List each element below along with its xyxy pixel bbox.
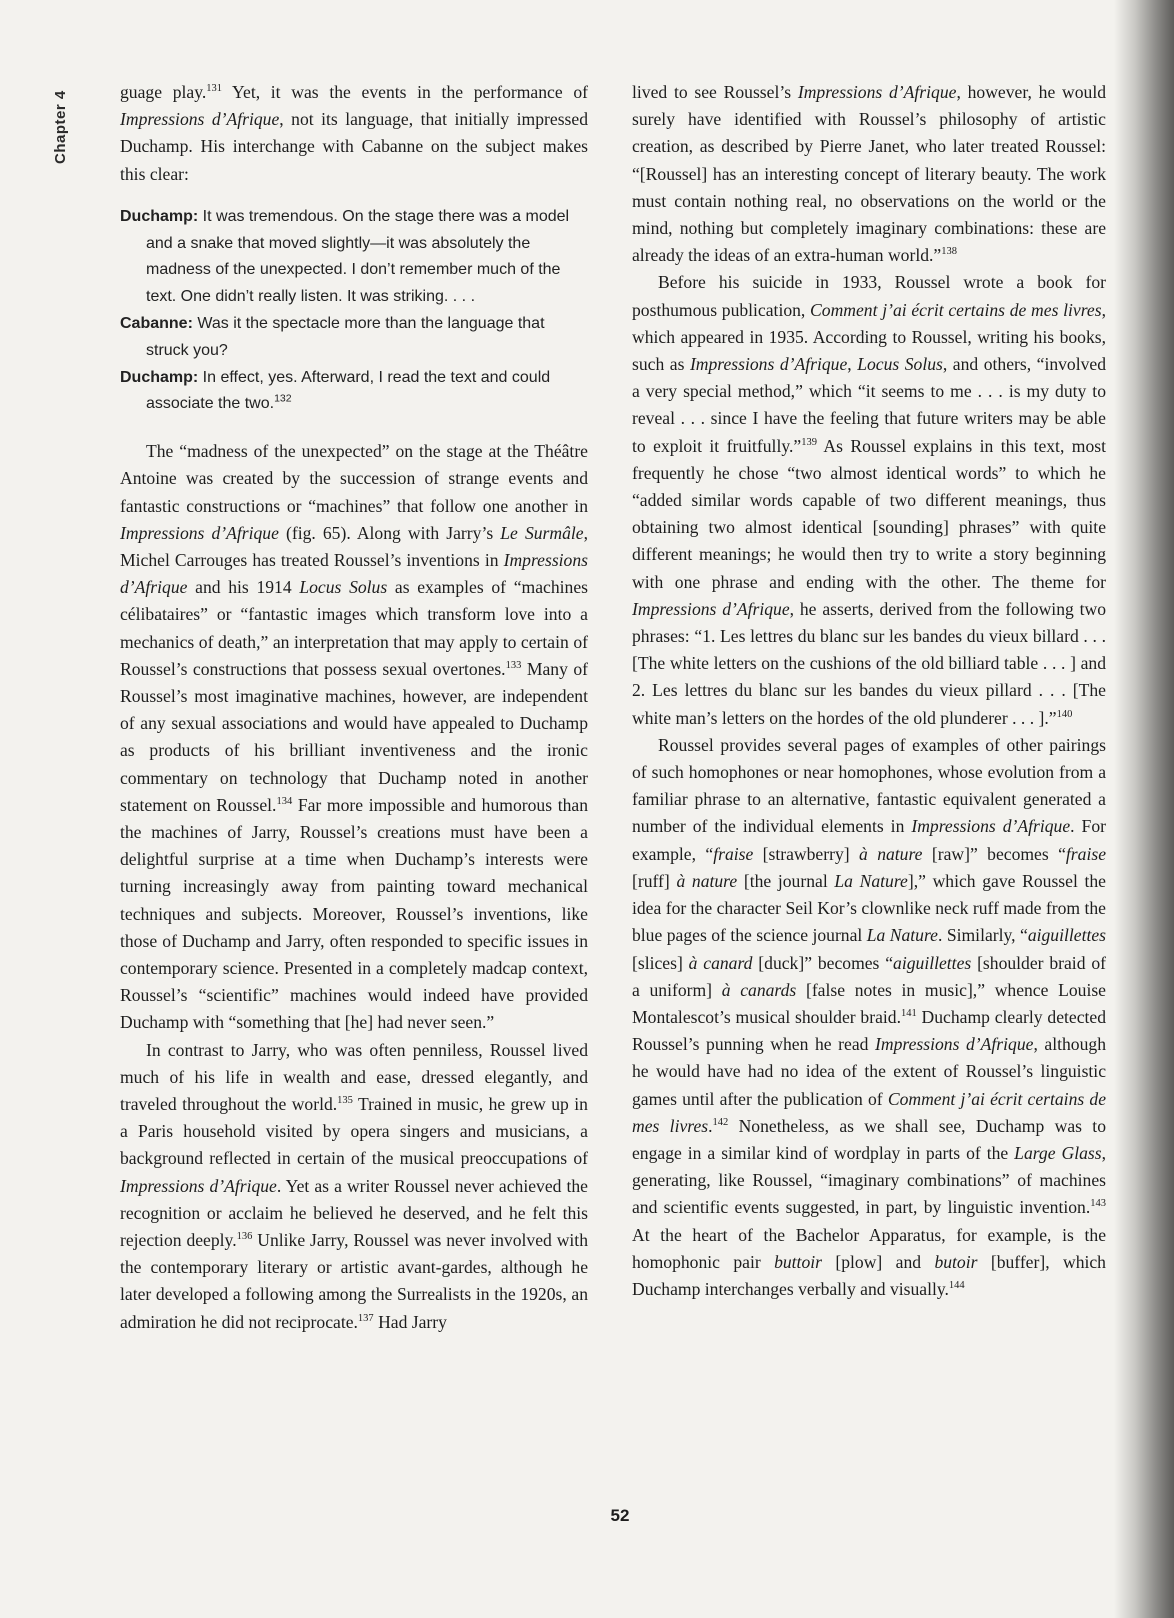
footnote-ref: 142: [712, 1116, 729, 1128]
footnote-ref: 132: [274, 393, 292, 406]
italic-title: Comment j’ai écrit certains de mes livres: [632, 1088, 1107, 1136]
italic-title: fraise: [713, 843, 754, 864]
italic-title: La Nature: [866, 925, 938, 946]
italic-title: aiguillettes: [893, 952, 972, 973]
footnote-ref: 134: [276, 795, 293, 807]
book-gutter-shadow: [1114, 0, 1174, 1618]
paragraph: lived to see Roussel’s Impressions d’Afrique, however, he would surely have identified with Roussel’s philosophy of artistic creation, as described by Pierre Janet, who later treated Roussel: “[Roussel] has an interesting concept of literary beauty. The work must contain nothing real, no observations on the world or the mind, nothing but completely imaginary combinations: these are already the ideas of an extra-human world.”$^{138}$: [632, 82, 1107, 266]
footnote-ref: 136: [236, 1231, 253, 1243]
italic-title: à canard: [688, 952, 753, 973]
right-column: [632, 79, 1106, 1303]
left-column: [120, 79, 588, 1336]
italic-title: Impressions d’Afrique: [120, 1175, 277, 1196]
speaker-name: Cabanne:: [120, 315, 193, 332]
italic-title: Impressions d’Afrique: [632, 598, 790, 619]
italic-title: Comment j’ai écrit certains de mes livres: [810, 299, 1102, 320]
italic-title: buttoir: [774, 1251, 822, 1272]
footnote-ref: 137: [357, 1312, 374, 1324]
dialogue-turn: Duchamp: It was tremendous. On the stage there was a model and a snake that moved slightly—it was absolutely the madness of the unexpected. I don’t remember much of the text. One didn’t really listen. It was striking. . . .: [120, 207, 570, 306]
italic-title: Impressions d’Afrique: [120, 109, 280, 130]
page-number: 52: [610, 1506, 630, 1525]
paragraph: The “madness of the unexpected” on the stage at the Théâtre Antoine was created by the succession of strange events and fantastic constructions or “machines” that follow one another in Impressions d’Afrique (fig. 65). Along with Jarry’s Le Surmâle, Michel Carrouges has treated Roussel’s inventions in Impressions d’Afrique and his 1914 Locus Solus as examples of “machines célibataires” or “fantastic images which transform love into a mechanics of death,” an interpretation that may apply to certain of Roussel’s constructions that possess sexual overtones.$^{133}$ Many of Roussel’s most imaginative machines, however, are independent of any sexual associations and would have appealed to Duchamp as products of his brilliant inventiveness and the ironic commentary on technology that Duchamp noted in another statement on Roussel.$^{134}$ Far more impossible and humorous than the machines of Jarry, Roussel’s creations must have been a delightful surprise at a time when Duchamp’s interests were turning increasingly away from painting toward mechanical techniques and subjects. Moreover, Roussel’s inventions, like those of Duchamp and Jarry, often responded to specific issues in contemporary science. Presented in a completely madcap context, Roussel’s “scientific” machines would indeed have provided Duchamp with “something that [he] had never seen.”: [120, 441, 589, 1033]
italic-title: à canards: [721, 979, 797, 1000]
footnote-ref: 144: [948, 1280, 965, 1292]
footnote-ref: 135: [337, 1095, 353, 1107]
italic-title: butoir: [934, 1251, 978, 1272]
paragraph: Before his suicide in 1933, Roussel wrote a book for posthumous publication, Comment j’ai écrit certains de mes livres, which appeared in 1935. According to Roussel, writing his books, such as Impressions d’Afrique, Locus Solus, and others, “involved a very special method,” which “it seems to me . . . is my duty to reveal . . . since I have the feeling that future writers may be able to exploit it fruitfully.”$^{139}$ As Roussel explains in this text, most frequently he chose “two almost identical words” to which he “added similar words capable of two different meanings, thus obtaining two almost identical [sounding] phrases” with quite different meanings; he would then try to write a story beginning with one phrase and ending with the other. The theme for Impressions d’Afrique, he asserts, derived from the following two phrases: “1. Les lettres du blanc sur les bandes du vieux billard . . . [The white letters on the cushions of the old billiard table . . . ] and 2. Les lettres du blanc sur les bandes du vieux pillard . . . [The white man’s letters on the hordes of the old plunderer . . . ].”$^{140}$: [632, 272, 1107, 728]
dialogue-turn: Cabanne: Was it the spectacle more than the language that struck you?: [120, 315, 545, 359]
italic-title: aiguillettes: [1027, 925, 1106, 946]
footnote-ref: 133: [505, 659, 522, 671]
paragraph: In contrast to Jarry, who was often penniless, Roussel lived much of his life in wealth and ease, dressed elegantly, and traveled throughout the world.$^{135}$ Trained in music, he grew up in a Paris household visited by opera singers and musicians, a background reflected in certain of the musical preoccupations of Impressions d’Afrique. Yet as a writer Roussel never achieved the recognition or acclaim he believed he deserved, and he felt this rejection deeply.$^{136}$ Unlike Jarry, Roussel was never involved with the contemporary literary or artistic avant-gardes, although he later developed a following among the Surrealists in the 1920s, an admiration he did not reciprocate.$^{137}$ Had Jarry: [120, 1039, 588, 1332]
footnote-ref: 131: [206, 83, 223, 95]
dialogue-turn: Duchamp: In effect, yes. Afterward, I read the text and could associate the two.$^{132}$: [120, 368, 551, 413]
italic-title: Impressions d’Afrique: [689, 354, 848, 375]
italic-title: Le Surmâle: [500, 522, 584, 543]
speaker-name: Duchamp:: [120, 207, 199, 225]
footnote-ref: 140: [1056, 708, 1073, 720]
speaker-name: Duchamp:: [120, 368, 199, 386]
italic-title: Impressions d’Afrique: [875, 1034, 1034, 1055]
italic-title: Impressions d’Afrique: [797, 82, 957, 102]
footnote-ref: 141: [900, 1008, 917, 1020]
italic-title: Locus Solus: [857, 354, 943, 375]
italic-title: fraise: [1065, 843, 1106, 864]
interview-excerpt: [120, 204, 588, 418]
paragraph: guage play.$^{131}$ Yet, it was the events in the performance of Impressions d’Afrique, not its language, that initially impressed Duchamp. His interchange with Cabanne on the subject makes this clear:: [120, 82, 588, 184]
italic-title: La Nature: [834, 870, 908, 891]
italic-title: à nature: [859, 843, 923, 864]
italic-title: Impressions d’Afrique: [911, 816, 1071, 837]
italic-title: Locus Solus: [299, 577, 388, 598]
italic-title: Large Glass: [1014, 1142, 1102, 1163]
footnote-ref: 143: [1090, 1198, 1106, 1210]
footnote-ref: 138: [941, 246, 957, 258]
footnote-ref: 139: [801, 436, 817, 448]
italic-title: Impressions d’Afrique: [120, 522, 279, 543]
italic-title: Impressions d’Afrique: [120, 550, 588, 598]
italic-title: à nature: [676, 870, 738, 891]
chapter-label: Chapter 4: [52, 90, 69, 164]
paragraph: Roussel provides several pages of examples of other pairings of such homophones or near homophones, whose evolution from a familiar phrase to an alternative, fantastic equivalent generated a number of the individual elements in Impressions d’Afrique. For example, “fraise [strawberry] à nature [raw]” becomes “fraise [ruff] à nature [the journal La Nature],” which gave Roussel the idea for the character Seil Kor’s clownlike neck ruff made from the blue pages of the science journal La Nature. Similarly, “aiguillettes [slices] à canard [duck]” becomes “aiguillettes [shoulder braid of a uniform] à canards [false notes in music],” whence Louise Montalescot’s musical shoulder braid.$^{141}$ Duchamp clearly detected Roussel’s punning when he read Impressions d’Afrique, although he would have had no idea of the extent of Roussel’s linguistic games until after the publication of Comment j’ai écrit certains de mes livres.$^{142}$ Nonetheless, as we shall see, Duchamp was to engage in a similar kind of wordplay in parts of the Large Glass, generating, like Roussel, “imaginary combinations” of machines and scientific events suggested, in part, by linguistic invention.$^{143}$ At the heart of the Bachelor Apparatus, for example, is the homophonic pair buttoir [plow] and butoir [buffer], which Duchamp interchanges verbally and visually.$^{144}$: [632, 734, 1107, 1299]
